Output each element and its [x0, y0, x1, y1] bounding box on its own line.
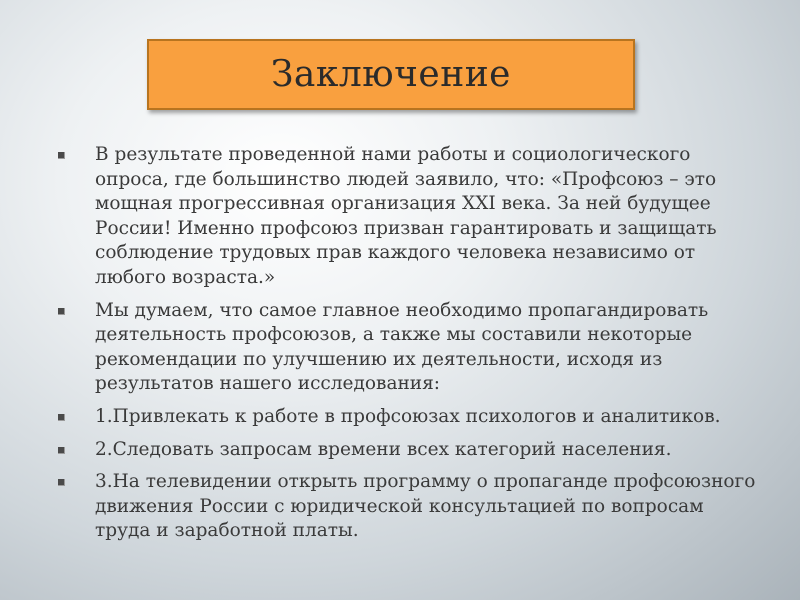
bullet-item	[58, 438, 758, 463]
bullet-square-icon	[58, 414, 65, 421]
bullet-text: 1.Привлекать к работе в профсоюзах психологов и аналитиков.	[95, 405, 721, 427]
bullet-square-icon	[58, 308, 65, 315]
slide-title: Заключение	[270, 54, 511, 95]
bullet-item	[58, 470, 758, 544]
bullet-text: В результате проведенной нами работы и социологического опроса, где большинство людей заявило, что: «Профсоюз – это мощная прогрессивная организация XXI века. За ней будущее России! Именно профсоюз призван гарантировать и защищать соблюдение трудовых прав каждого человека независимо от любого возраста.»	[95, 144, 717, 288]
bullet-list	[58, 143, 758, 552]
bullet-text: Мы думаем, что самое главное необходимо пропагандировать деятельность профсоюзов, а также мы составили некоторые рекомендации по улучшению их деятельности, исходя из результатов нашего исследования:	[95, 299, 709, 395]
bullet-text: 3.На телевидении открыть программу о пропаганде профсоюзного движения России с юридической консультацией по вопросам труда и заработной платы.	[95, 471, 756, 542]
bullet-item	[58, 299, 758, 397]
bullet-item	[58, 405, 758, 430]
bullet-item	[58, 143, 758, 291]
bullet-square-icon	[58, 479, 65, 486]
title-box	[147, 39, 635, 110]
bullet-square-icon	[58, 447, 65, 454]
bullet-square-icon	[58, 152, 65, 159]
bullet-text: 2.Следовать запросам времени всех категорий населения.	[95, 438, 672, 460]
